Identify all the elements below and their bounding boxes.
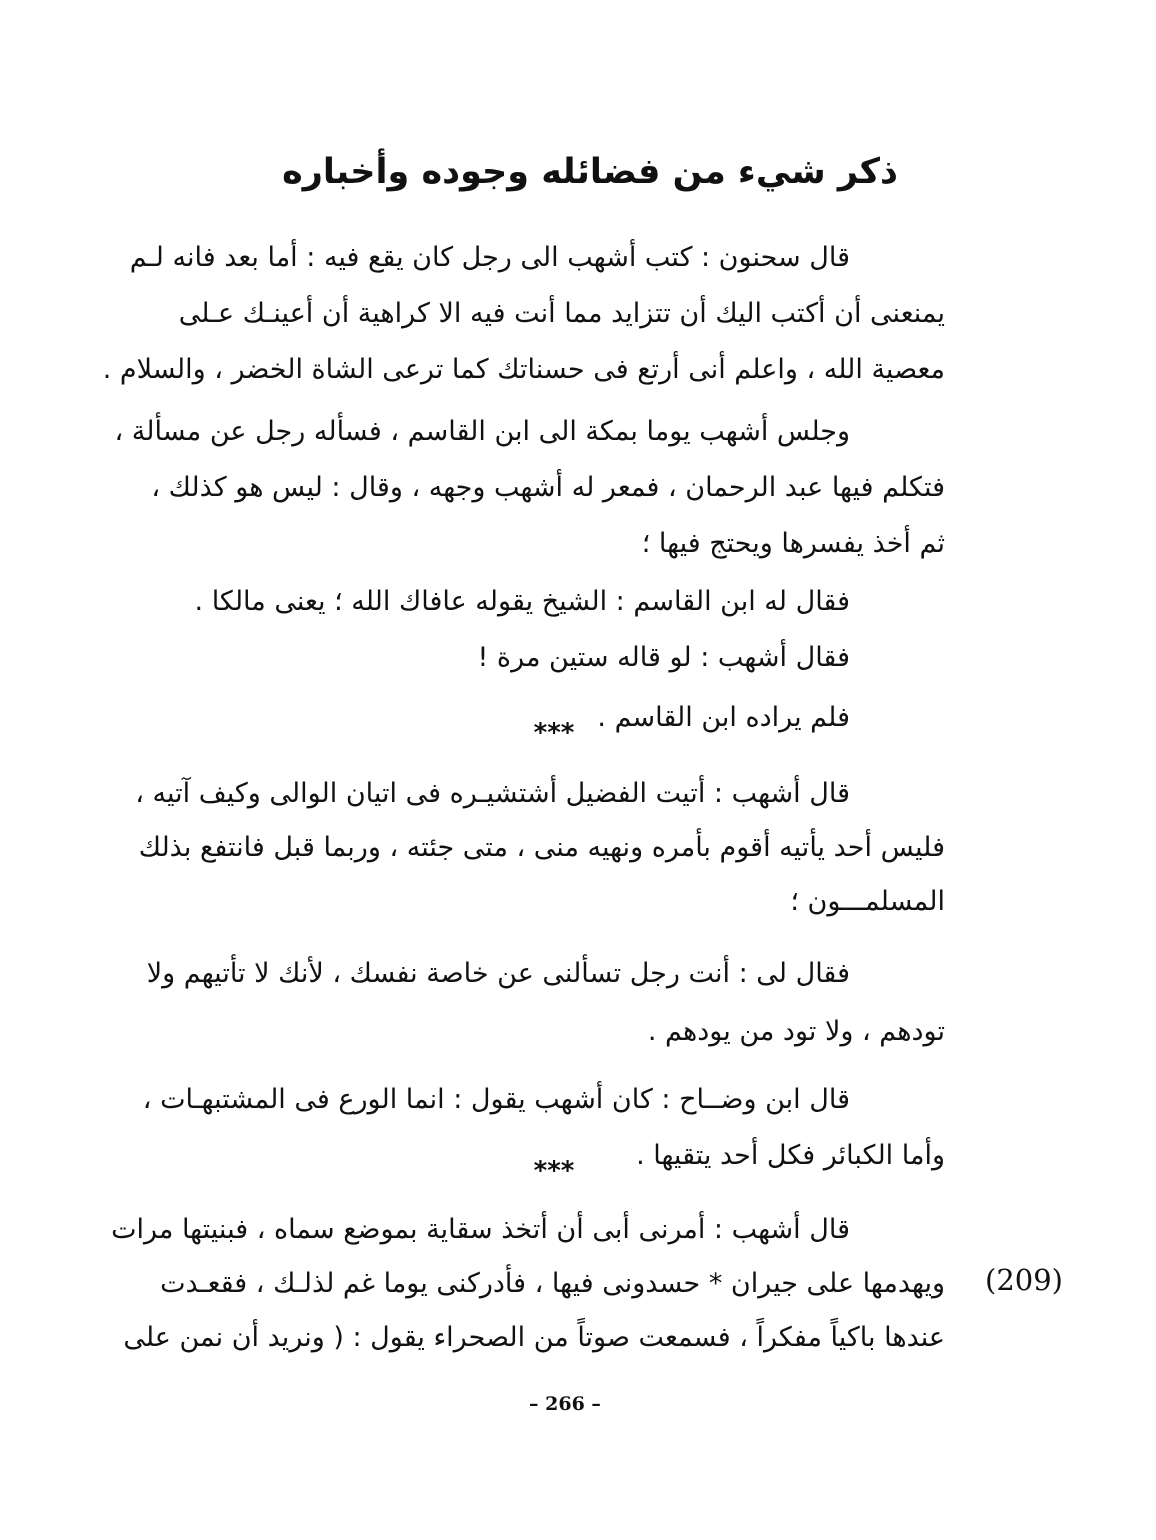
text-line: تودهم ، ولا تود من يودهم . [647,1016,945,1047]
text-line: المسلمـــون ؛ [790,886,945,917]
page-number: – 266 – [529,1393,601,1415]
text-line: قال أشهب : أمرنى أبى أن أتخذ سقاية بموضع سماه ، فبنيتها مرات [111,1214,850,1245]
text-line: ويهدمها على جيران * حسدونى فيها ، فأدركنى يوما غم لذلـك ، فقعـدت [160,1268,945,1299]
text-line: فقال أشهب : لو قاله ستين مرة ! [477,642,850,673]
text-line: قال أشهب : أتيت الفضيل أشتشيـره فى اتيان الوالى وكيف آتيه ، [135,778,850,809]
text-line: فقال له ابن القاسم : الشيخ يقوله عافاك الله ؛ يعنى مالكا . [194,586,850,617]
text-line: عندها باكياً مفكراً ، فسمعت صوتاً من الصحراء يقول : ( ونريد أن نمن على [123,1322,945,1353]
text-line: معصية الله ، واعلم أنى أرتع فى حسناتك كما ترعى الشاة الخضر ، والسلام . [102,354,945,385]
text-line: ثم أخذ يفسرها ويحتج فيها ؛ [641,528,945,559]
text-line: وأما الكبائر فكل أحد يتقيها . [636,1140,945,1171]
text-line: فتكلم فيها عبد الرحمان ، فمعر له أشهب وجهه ، وقال : ليس هو كذلك ، [151,472,945,503]
text-line: قال ابن وضــاح : كان أشهب يقول : انما الورع فى المشتبهـات ، [142,1084,850,1115]
text-line: يمنعنى أن أكتب اليك أن تتزايد مما أنت فيه الا كراهية أن أعينـك عـلى [178,298,945,329]
text-line: فلم يراده ابن القاسم . [597,702,850,733]
text-line: قال سحنون : كتب أشهب الى رجل كان يقع فيه : أما بعد فانه لـم [129,242,850,273]
section-separator: *** [533,1156,575,1186]
text-line: فليس أحد يأتيه أقوم بأمره ونهيه منى ، متى جئته ، وربما قبل فانتفع بذلك [138,832,945,863]
section-separator: *** [533,718,575,748]
text-line: فقال لى : أنت رجل تسألنى عن خاصة نفسك ، لأنك لا تأتيهم ولا [146,958,850,989]
section-heading: ذكر شيء من فضائله وجوده وأخباره [282,152,898,192]
margin-reference-number: (209) [985,1263,1063,1297]
text-line: وجلس أشهب يوما بمكة الى ابن القاسم ، فسأله رجل عن مسألة ، [114,416,850,447]
